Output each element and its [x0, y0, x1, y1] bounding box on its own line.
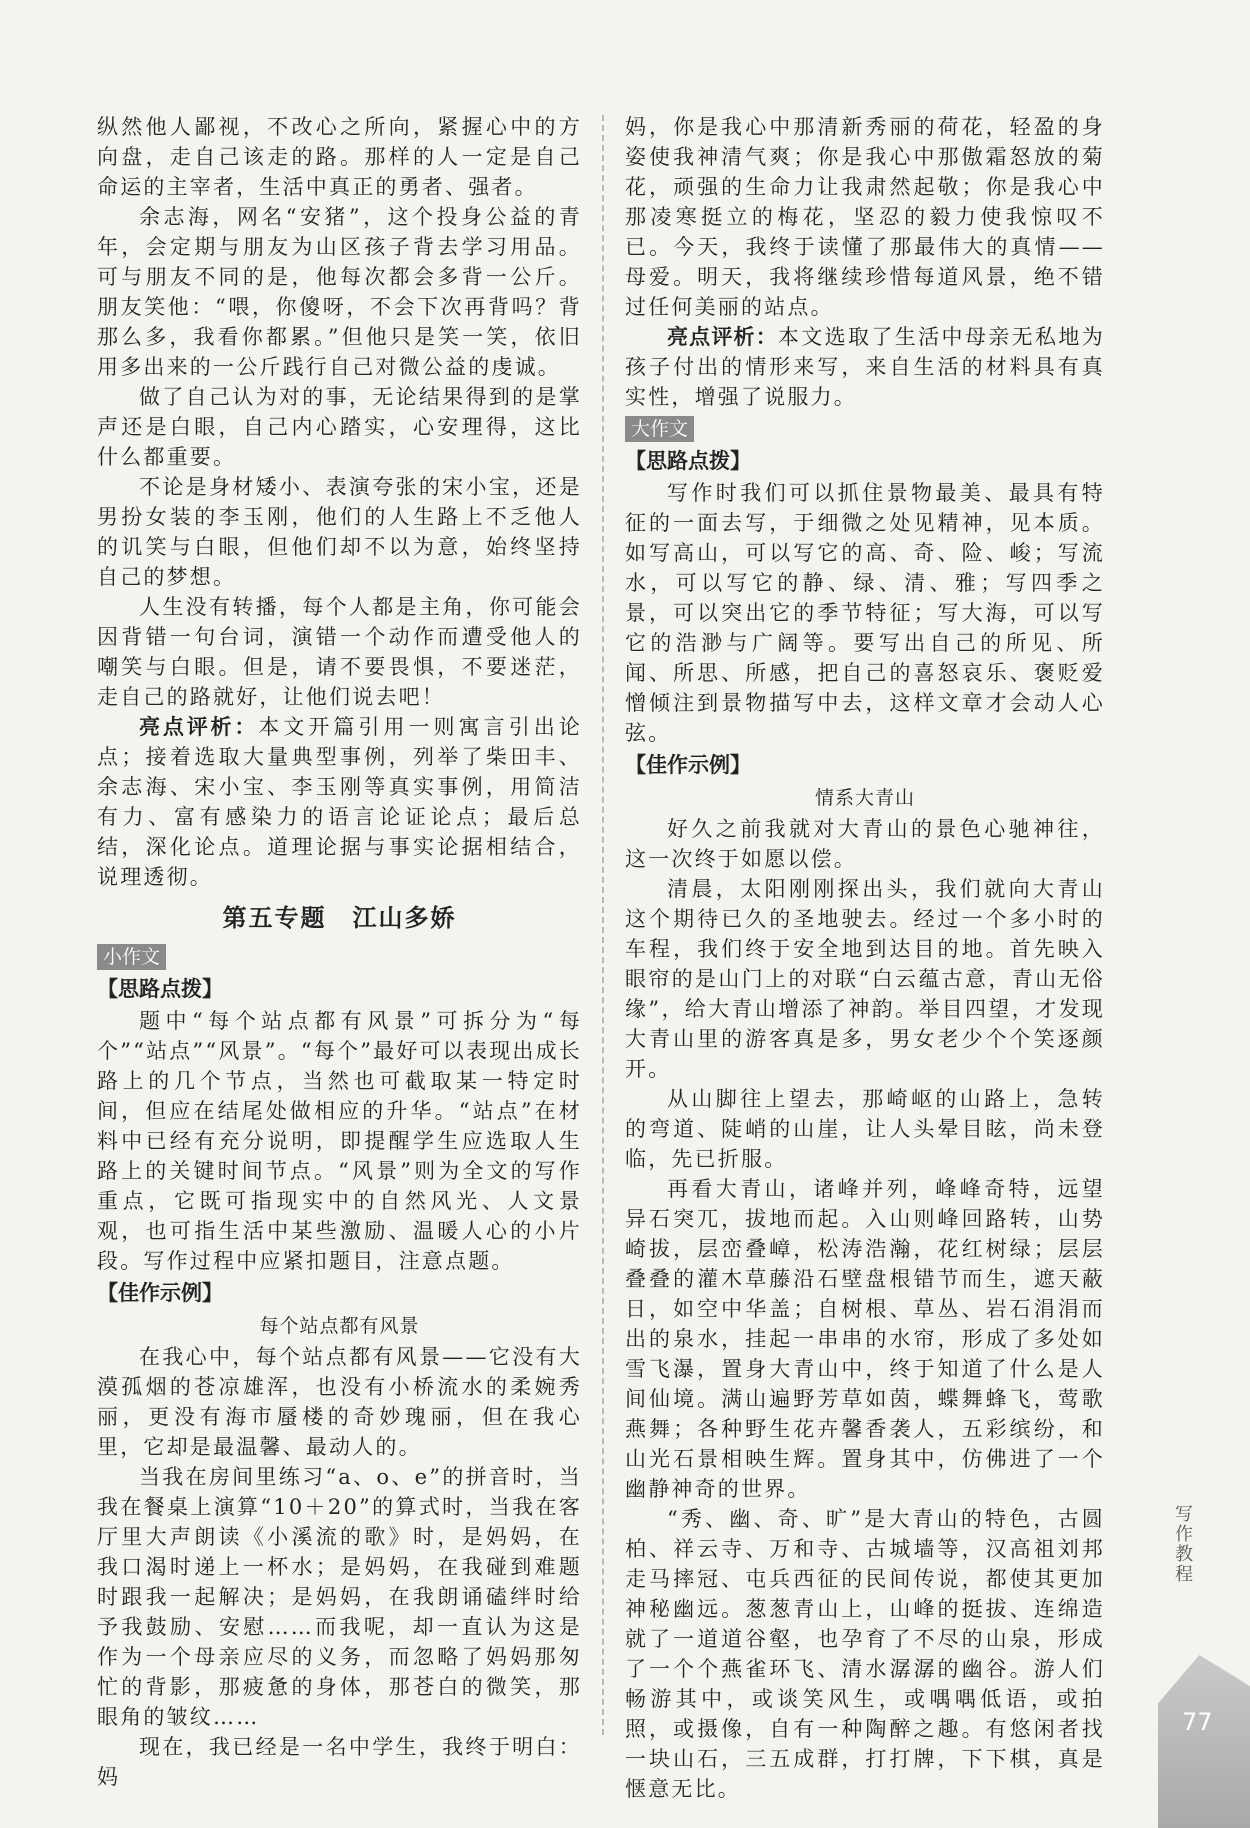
- paragraph: 不论是身材矮小、表演夸张的宋小宝，还是男扮女装的李玉刚，他们的人生路上不乏他人的讥笑与白眼，但他们却不以为意，始终坚持自己的梦想。: [97, 475, 582, 589]
- example-label: 【佳作示例】: [97, 1281, 223, 1305]
- chapter-title: 第五专题 江山多娇: [222, 904, 457, 932]
- paragraph: 再看大青山，诸峰并列，峰峰奇特，远望异石突兀，拔地而起。入山则峰回路转，山势崎拔，层峦叠嶂，松涛浩瀚，花红树绿；层层叠叠的灌木草藤沿石壁盘根错节而生，遮天蔽日，如空中华盖；自树根、草丛、岩石涓涓而出的泉水，挂起一串串的水帘，形成了多处如雪飞瀑，置身大青山中，终于知道了什么是人间仙境。满山遍野芳草如茵，蝶舞蜂飞，莺歌燕舞；各种野生花卉馨香袭人，五彩缤纷，和山光石景相映生辉。置身其中，仿佛进了一个幽静神奇的世界。: [625, 1177, 1105, 1501]
- side-section-label: 写作教程: [1175, 1504, 1193, 1585]
- paragraph: 做了自己认为对的事，无论结果得到的是掌声还是白眼，自己内心踏实，心安理得，这比什么都重要。: [97, 385, 582, 469]
- guide-label: 【思路点拨】: [625, 449, 751, 473]
- review-label: 亮点评析：: [667, 324, 778, 349]
- column-divider: [602, 115, 604, 1735]
- paragraph: 现在，我已经是一名中学生，我终于明白：妈: [97, 1735, 582, 1789]
- essay-title: 情系大青山: [814, 787, 915, 809]
- paragraph: 当我在房间里练习“a、o、e”的拼音时，当我在餐桌上演算“10＋20”的算式时，当我在客厅里大声朗读《小溪流的歌》时，是妈妈，在我口渴时递上一杯水；是妈妈，在我碰到难题时跟我一起解决；是妈妈，在我朗诵磕绊时给予我鼓励、安慰……而我呢，却一直认为这是作为一个母亲应尽的义务，而忽略了妈妈那匆忙的背影，那疲惫的身体，那苍白的微笑，那眼角的皱纹……: [97, 1465, 582, 1729]
- review-text: 本文开篇引用一则寓言引出论点；接着选取大量典型事例，列举了柴田丰、余志海、宋小宝、李玉刚等真实事例，用简洁有力、富有感染力的语言论证论点；最后总结，深化论点。道理论据与事实论据相结合，说理透彻。: [97, 715, 582, 889]
- example-label: 【佳作示例】: [625, 753, 751, 777]
- paragraph: 人生没有转播，每个人都是主角，你可能会因背错一句台词，演错一个动作而遭受他人的嘲笑与白眼。但是，请不要畏惧，不要迷茫，走自己的路就好，让他们说去吧！: [97, 595, 582, 709]
- guide-text: 题中“每个站点都有风景”可拆分为“每个”“站点”“风景”。“每个”最好可以表现出成长路上的几个节点，当然也可截取某一特定时间，但应在结尾处做相应的升华。“站点”在材料中已经有充分说明，即提醒学生应选取人生路上的关键时间节点。“风景”则为全文的写作重点，它既可指现实中的自然风光、人文景观，也可指生活中某些激励、温暖人心的小片段。写作过程中应紧扣题目，注意点题。: [97, 1009, 582, 1273]
- left-column: [97, 112, 582, 1792]
- paragraph: 纵然他人鄙视，不改心之所向，紧握心中的方向盘，走自己该走的路。那样的人一定是自己命运的主宰者，生活中真正的勇者、强者。: [97, 115, 582, 199]
- page-number: 77: [1182, 1708, 1213, 1736]
- paragraph: 在我心中，每个站点都有风景——它没有大漠孤烟的苍凉雄浑，也没有小桥流水的柔婉秀丽，更没有海市蜃楼的奇妙瑰丽，但在我心里，它却是最温馨、最动人的。: [97, 1345, 582, 1459]
- review-paragraph: [625, 322, 1105, 412]
- paragraph: “秀、幽、奇、旷”是大青山的特色，古圆柏、祥云寺、万和寺、古城墙等，汉高祖刘邦走马摔冠、屯兵西征的民间传说，都使其更加神秘幽远。葱葱青山上，山峰的挺拔、连绵造就了一道道谷壑，也孕育了不尽的山泉，形成了一个个燕雀环飞、清水潺潺的幽谷。游人们畅游其中，或谈笑风生，或喁喁低语，或拍照，或摄像，自有一种陶醉之趣。有悠闲者找一块山石，三五成群，打打牌，下下棋，真是惬意无比。: [625, 1507, 1105, 1801]
- review-paragraph: [97, 712, 582, 892]
- paragraph: 妈，你是我心中那清新秀丽的荷花，轻盈的身姿使我神清气爽；你是我心中那傲霜怒放的菊花，顽强的生命力让我肃然起敬；你是我心中那凌寒挺立的梅花，坚忍的毅力使我惊叹不已。今天，我终于读懂了那最伟大的真情——母爱。明天，我将继续珍惜每道风景，绝不错过任何美丽的站点。: [625, 115, 1105, 319]
- paragraph: 清晨，太阳刚刚探出头，我们就向大青山这个期待已久的圣地驶去。经过一个多小时的车程，我们终于安全地到达目的地。首先映入眼帘的是山门上的对联“白云蕴古意，青山无俗缘”，给大青山增添了神韵。举目四望，才发现大青山里的游客真是多，男女老少个个笑逐颜开。: [625, 877, 1105, 1081]
- right-column: [625, 112, 1105, 1804]
- small-essay-tag: 小作文: [97, 944, 166, 970]
- guide-label: 【思路点拨】: [97, 977, 223, 1001]
- review-label: 亮点评析：: [139, 714, 259, 739]
- essay-title: 每个站点都有风景: [259, 1315, 420, 1337]
- big-essay-tag: 大作文: [625, 416, 694, 442]
- guide-text: 写作时我们可以抓住景物最美、最具有特征的一面去写，于细微之处见精神，见本质。如写高山，可以写它的高、奇、险、峻；写流水，可以写它的静、绿、清、雅；写四季之景，可以突出它的季节特征；写大海，可以写它的浩渺与广阔等。要写出自己的所见、所闻、所思、所感，把自己的喜怒哀乐、褒贬爱憎倾注到景物描写中去，这样文章才会动人心弦。: [625, 481, 1105, 745]
- paragraph: 余志海，网名“安猪”，这个投身公益的青年，会定期与朋友为山区孩子背去学习用品。可与朋友不同的是，他每次都会多背一公斤。朋友笑他：“喂，你傻呀，不会下次再背吗？背那么多，我看你都累。”但他只是笑一笑，依旧用多出来的一公斤践行自己对微公益的虔诚。: [97, 205, 582, 379]
- paragraph: 从山脚往上望去，那崎岖的山路上，急转的弯道、陡峭的山崖，让人头晕目眩，尚未登临，先已折服。: [625, 1087, 1105, 1171]
- review-text: 本文选取了生活中母亲无私地为孩子付出的情形来写，来自生活的材料具有真实性，增强了说服力。: [625, 325, 1105, 409]
- paragraph: 好久之前我就对大青山的景色心驰神往，这一次终于如愿以偿。: [625, 817, 1105, 871]
- page-corner-tab: [1158, 1655, 1250, 1828]
